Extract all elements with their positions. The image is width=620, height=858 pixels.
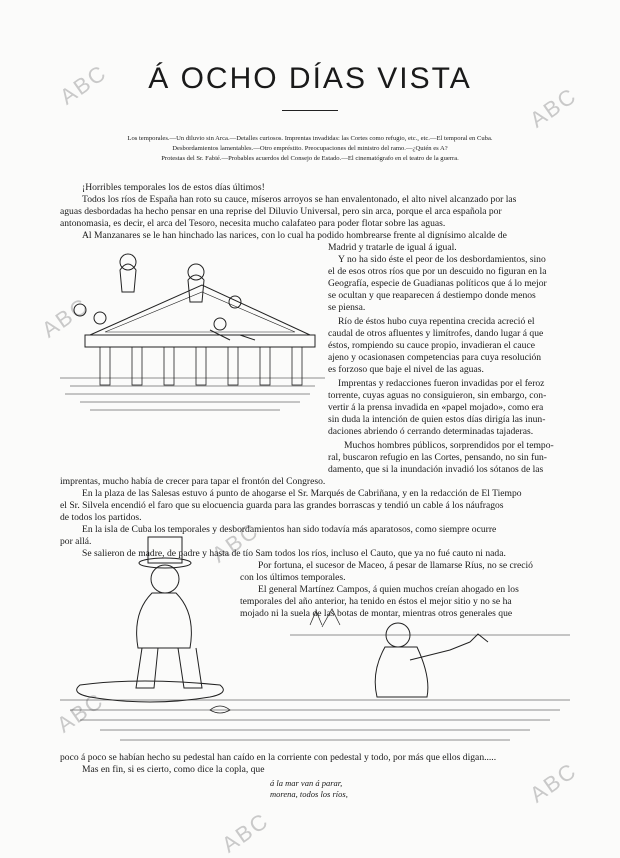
text-line: Madrid y tratarle de igual á igual. bbox=[328, 242, 457, 253]
text-line: por allá. bbox=[60, 536, 92, 547]
text-line: Muchos hombres públicos, sorprendidos por el tempo- bbox=[344, 440, 554, 451]
text-line: Río de éstos hubo cuya repentina crecida acreció el bbox=[338, 316, 535, 327]
text-line: de todos los partidos. bbox=[60, 512, 142, 523]
text-line: sin duda la intención de quien estos días dirigía las inun- bbox=[328, 414, 546, 425]
text-line: torrente, cuyas aguas no consiguieron, sin embargo, con- bbox=[328, 390, 547, 401]
text-line: Imprentas y redacciones fueron invadidas por el feroz bbox=[338, 378, 545, 389]
page-title: Á OCHO DÍAS VISTA bbox=[148, 62, 472, 95]
summary-line: Los temporales.—Un diluvio sin Arca.—Detalles curiosos. Imprentas invadidas: las Cortes como refugio, etc., etc.—El temporal en Cuba. bbox=[127, 135, 493, 142]
text-line: ¡Horribles temporales los de estos días últimos! bbox=[82, 182, 265, 193]
text-line: se ocultan y que reaparecen á destiempo donde menos bbox=[328, 290, 536, 301]
watermark: ABC bbox=[37, 292, 94, 343]
text-line: Por fortuna, el sucesor de Maceo, á pesar de llamarse Ríus, no se creció bbox=[258, 560, 533, 571]
watermark: ABC bbox=[52, 687, 109, 738]
watermark: ABC bbox=[217, 807, 274, 858]
text-line: Y no ha sido éste el peor de los desbordamientos, sino bbox=[338, 254, 546, 265]
text-line: En la plaza de las Salesas estuvo á punto de ahogarse el Sr. Marqués de Cabriñana, y en la redacción de El Tiempo bbox=[82, 488, 522, 499]
verse-line: morena, todos los ríos, bbox=[270, 789, 348, 799]
text-line: antonomasia, es decir, el arca del Tesoro, necesita mucho calafateo para poder flotar sobre las aguas. bbox=[60, 218, 446, 229]
text-line: mojado ni la suela de las botas de montar, mientras otros generales que bbox=[240, 608, 513, 619]
watermark: ABC bbox=[207, 517, 264, 568]
watermark: ABC bbox=[525, 82, 582, 133]
summary-line: Desbordamientos lamentables.—Otro empréstito. Preocupaciones del ministro del ramo.—¿Quién es A? bbox=[172, 145, 448, 152]
text-line: temporales del año anterior, ha tenido en éstos el mejor sitio y no se ha bbox=[240, 596, 512, 607]
text-line: poco á poco se habían hecho su pedestal han caído en la corriente con pedestal y todo, por más que ellos digan..... bbox=[60, 752, 497, 763]
text-line: con los últimos temporales. bbox=[240, 572, 346, 583]
text-line: En la isla de Cuba los temporales y desbordamientos han sido todavía más aparatosos, como siempre ocurre bbox=[82, 524, 497, 535]
text-line: imprentas, mucho había de crecer para tapar el frontón del Congreso. bbox=[60, 476, 326, 487]
text-line: caudal de otros afluentes y limítrofes, dando lugar á que bbox=[328, 328, 544, 339]
text-line: Mas en fin, si es cierto, como dice la copla, que bbox=[82, 764, 265, 775]
text-line: Geografía, especie de Guadianas políticos que á lo mejor bbox=[328, 278, 547, 289]
verse-line: á la mar van á parar, bbox=[270, 778, 343, 788]
text-line: aguas desbordadas ha hecho pensar en una reprise del Diluvio Universal, pero sin arca, porque el arca española por bbox=[60, 206, 502, 217]
title-rule bbox=[282, 110, 338, 111]
text-line: daciones abriendo ó cerrando determinadas tajaderas. bbox=[328, 426, 534, 437]
text-line: Al Manzanares se le han hinchado las narices, con lo cual ha podido hombrearse frente al dignísimo alcalde de bbox=[82, 230, 507, 241]
congress-flood-illustration bbox=[60, 240, 325, 420]
watermark: ABC bbox=[525, 757, 582, 808]
text-line: Todos los ríos de España han roto su cauce, míseros arroyos se han envalentonado, el alto nivel alcanzado por las bbox=[82, 194, 517, 205]
text-line: ral, buscaron refugio en las Cortes, pensando, no sin fun- bbox=[328, 452, 548, 463]
text-line: se piensa. bbox=[328, 302, 366, 313]
watermark: ABC bbox=[55, 59, 112, 110]
text-line: Se salieron de madre, de padre y hasta de tío Sam todos los ríos, incluso el Cauto, que ya no fué cauto ni nada. bbox=[82, 548, 506, 559]
text-line: es forzoso que baje el nivel de las aguas. bbox=[328, 364, 484, 375]
text-line: éstos, rompiendo su cauce propio, invadieran el cauce bbox=[328, 340, 535, 351]
text-line: ajeno y ocasionasen competencias para cuya resolución bbox=[328, 352, 542, 363]
generals-flood-illustration bbox=[60, 525, 570, 750]
text-line: el de esos otros ríos que por un descuido no figuran en la bbox=[328, 266, 547, 277]
text-line: vertir á la prensa invadida en «papel mojado», como era bbox=[328, 402, 544, 413]
summary-line: Protestas del Sr. Fabié.—Probables acuerdos del Consejo de Estado.—El cinematógrafo en el teatro de la guerra. bbox=[161, 155, 459, 162]
text-line: El general Martínez Campos, á quien muchos creían ahogado en los bbox=[258, 584, 519, 595]
text-line: el Sr. Silvela encendió el faro que su elocuencia guarda para las grandes borrascas y tendió un cable á los náufragos bbox=[60, 500, 504, 511]
text-line: damento, que si la inundación invadió los sótanos de las bbox=[328, 464, 544, 475]
